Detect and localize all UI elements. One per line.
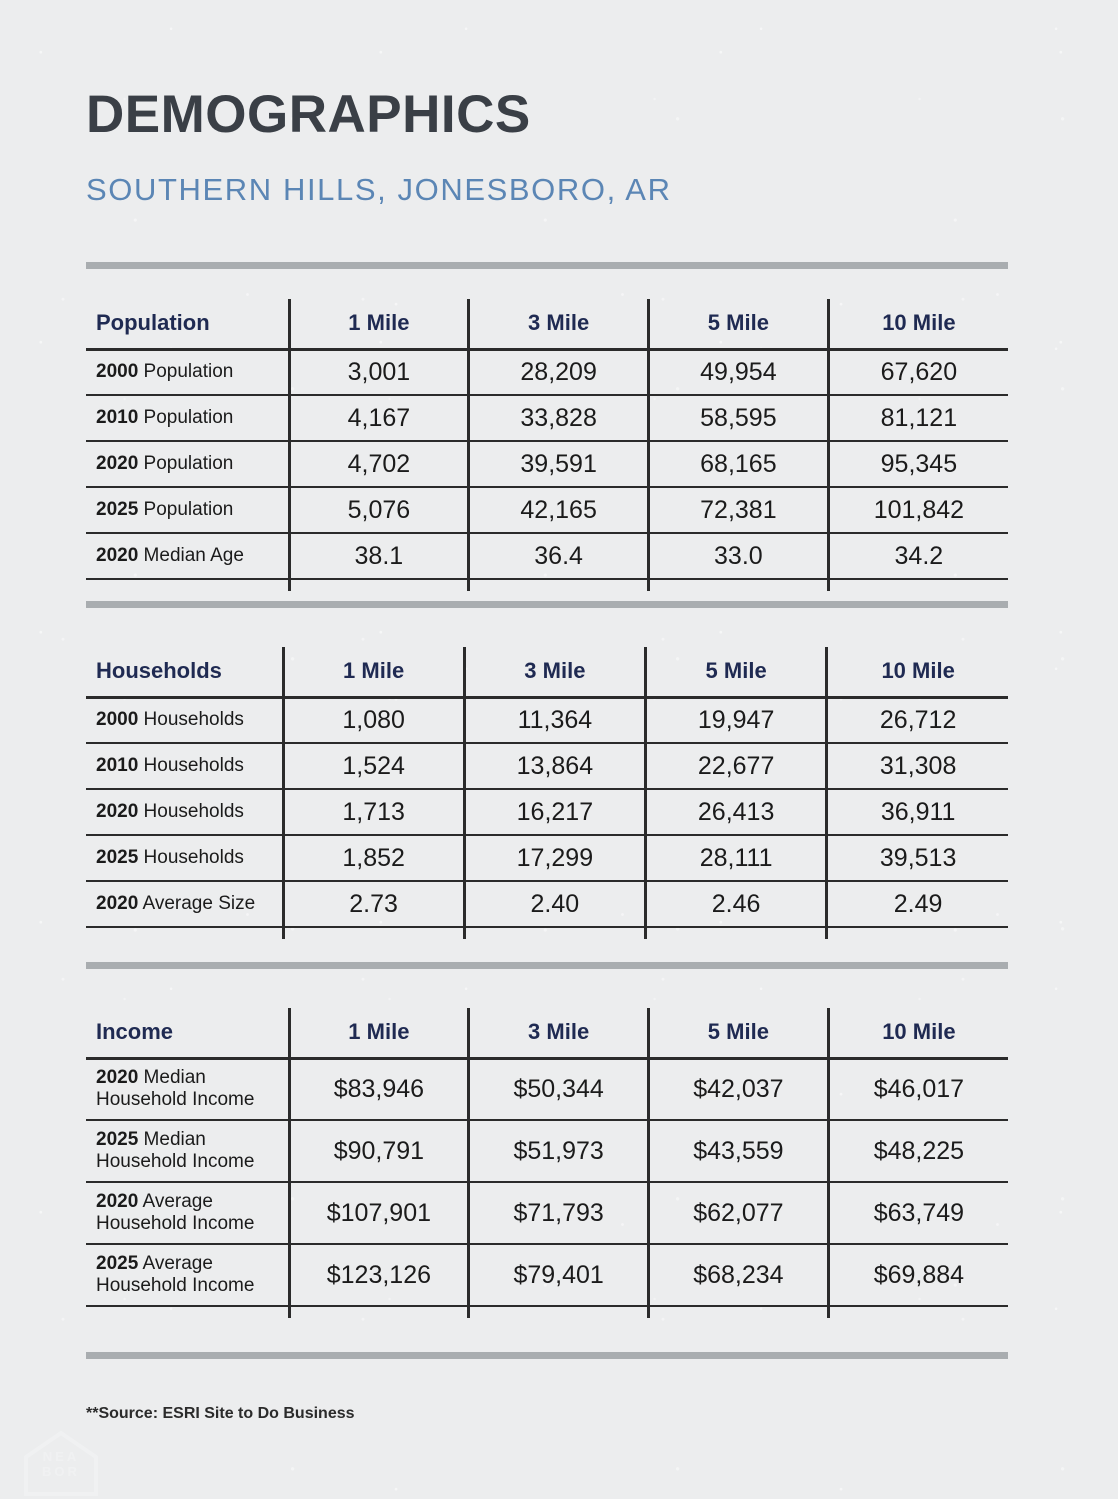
cell-3-mile: 39,591	[469, 441, 649, 487]
column-header-10-mile: 10 Mile	[828, 1008, 1008, 1058]
cell-5-mile: 2.46	[646, 881, 827, 927]
logo-line-1: NEA	[42, 1449, 80, 1464]
table-rule-tail	[86, 927, 1008, 939]
rule-tail-cell	[649, 579, 829, 591]
cell-3-mile: $50,344	[469, 1058, 649, 1120]
cell-10-mile: 81,121	[828, 395, 1008, 441]
cell-1-mile: $90,791	[289, 1120, 469, 1182]
table-row	[86, 487, 1008, 533]
cell-10-mile: 95,345	[828, 441, 1008, 487]
rule-tail-cell	[827, 927, 1008, 939]
table-row	[86, 1244, 1008, 1306]
row-label: 2010 Households	[86, 743, 283, 789]
cell-10-mile: $46,017	[828, 1058, 1008, 1120]
row-label: 2000 Households	[86, 697, 283, 743]
table-row	[86, 835, 1008, 881]
rule-tail-cell	[469, 1306, 649, 1318]
row-label: 2020 Average Household Income	[86, 1182, 289, 1244]
table-row	[86, 697, 1008, 743]
cell-1-mile: 2.73	[283, 881, 464, 927]
row-label: 2020 Median Household Income	[86, 1058, 289, 1120]
page-title: DEMOGRAPHICS	[86, 85, 531, 144]
table-rule-tail	[86, 1306, 1008, 1318]
row-label: 2000 Population	[86, 349, 289, 395]
row-label: 2020 Population	[86, 441, 289, 487]
row-label: 2025 Households	[86, 835, 283, 881]
rule-tail-cell	[646, 927, 827, 939]
source-note: **Source: ESRI Site to Do Business	[86, 1405, 355, 1422]
cell-1-mile: 3,001	[289, 349, 469, 395]
row-label-year: 2025	[96, 846, 139, 868]
row-label: 2025 Population	[86, 487, 289, 533]
row-label-line-2: Household Income	[96, 1213, 255, 1234]
column-header-10-mile: 10 Mile	[827, 647, 1008, 697]
row-label: 2010 Population	[86, 395, 289, 441]
table-row	[86, 441, 1008, 487]
table-row	[86, 881, 1008, 927]
rule-tail-cell	[289, 579, 469, 591]
cell-3-mile: 28,209	[469, 349, 649, 395]
row-label-year: 2025	[96, 1128, 139, 1150]
page-subtitle: SOUTHERN HILLS, JONESBORO, AR	[86, 172, 672, 207]
cell-10-mile: 31,308	[827, 743, 1008, 789]
column-header-5-mile: 5 Mile	[649, 1008, 829, 1058]
logo-line-2: BOR	[42, 1463, 80, 1479]
cell-1-mile: 1,713	[283, 789, 464, 835]
row-label-year: 2020	[96, 452, 139, 474]
cell-5-mile: 33.0	[649, 533, 829, 579]
separator-bar-3	[86, 962, 1008, 969]
households-table-title: Households	[86, 647, 283, 697]
rule-tail-cell	[649, 1306, 829, 1318]
cell-10-mile: 67,620	[828, 349, 1008, 395]
cell-10-mile: 34.2	[828, 533, 1008, 579]
separator-bar-4	[86, 1352, 1008, 1359]
row-label: 2025 Median Household Income	[86, 1120, 289, 1182]
population-table	[86, 299, 1008, 591]
row-label-year: 2020	[96, 1190, 139, 1212]
households-table	[86, 647, 1008, 939]
cell-10-mile: $69,884	[828, 1244, 1008, 1306]
cell-1-mile: 38.1	[289, 533, 469, 579]
cell-5-mile: 26,413	[646, 789, 827, 835]
cell-3-mile: 16,217	[464, 789, 645, 835]
table-row	[86, 1182, 1008, 1244]
column-header-1-mile: 1 Mile	[283, 647, 464, 697]
row-label-year: 2010	[96, 406, 139, 428]
cell-3-mile: 11,364	[464, 697, 645, 743]
cell-5-mile: 58,595	[649, 395, 829, 441]
cell-1-mile: 1,852	[283, 835, 464, 881]
cell-5-mile: 72,381	[649, 487, 829, 533]
rule-tail-cell	[86, 927, 283, 939]
row-label-year: 2020	[96, 1066, 139, 1088]
cell-1-mile: 4,167	[289, 395, 469, 441]
separator-bar-2	[86, 601, 1008, 608]
row-label-year: 2025	[96, 1252, 139, 1274]
table-row	[86, 533, 1008, 579]
cell-3-mile: 2.40	[464, 881, 645, 927]
column-header-1-mile: 1 Mile	[289, 1008, 469, 1058]
separator-bar-1	[86, 262, 1008, 269]
column-header-3-mile: 3 Mile	[464, 647, 645, 697]
row-label-year: 2025	[96, 498, 139, 520]
rule-tail-cell	[86, 1306, 289, 1318]
column-header-3-mile: 3 Mile	[469, 299, 649, 349]
households-table-body	[86, 697, 1008, 939]
income-table-title: Income	[86, 1008, 289, 1058]
population-table-body	[86, 349, 1008, 591]
table-header-row	[86, 647, 1008, 697]
cell-10-mile: $63,749	[828, 1182, 1008, 1244]
row-label-year: 2020	[96, 892, 139, 914]
row-label: 2020 Median Age	[86, 533, 289, 579]
cell-10-mile: $48,225	[828, 1120, 1008, 1182]
cell-5-mile: 19,947	[646, 697, 827, 743]
cell-1-mile: 1,524	[283, 743, 464, 789]
table-row	[86, 395, 1008, 441]
cell-3-mile: 33,828	[469, 395, 649, 441]
row-label-year: 2010	[96, 754, 139, 776]
cell-3-mile: 13,864	[464, 743, 645, 789]
rule-tail-cell	[283, 927, 464, 939]
row-label-year: 2000	[96, 709, 139, 731]
cell-10-mile: 36,911	[827, 789, 1008, 835]
table-rule-tail	[86, 579, 1008, 591]
table-row	[86, 743, 1008, 789]
cell-3-mile: $51,973	[469, 1120, 649, 1182]
row-label: 2025 Average Household Income	[86, 1244, 289, 1306]
cell-3-mile: $79,401	[469, 1244, 649, 1306]
row-label-line-2: Household Income	[96, 1275, 255, 1296]
income-table	[86, 1008, 1008, 1318]
table-header-row	[86, 299, 1008, 349]
cell-10-mile: 39,513	[827, 835, 1008, 881]
row-label: 2020 Households	[86, 789, 283, 835]
table-row	[86, 349, 1008, 395]
rule-tail-cell	[828, 579, 1008, 591]
cell-1-mile: $123,126	[289, 1244, 469, 1306]
rule-tail-cell	[469, 579, 649, 591]
cell-1-mile: 4,702	[289, 441, 469, 487]
cell-5-mile: $62,077	[649, 1182, 829, 1244]
table-header-row	[86, 1008, 1008, 1058]
table-row	[86, 789, 1008, 835]
cell-3-mile: 36.4	[469, 533, 649, 579]
column-header-3-mile: 3 Mile	[469, 1008, 649, 1058]
row-label-year: 2000	[96, 361, 139, 383]
column-header-5-mile: 5 Mile	[649, 299, 829, 349]
row-label: 2020 Average Size	[86, 881, 283, 927]
rule-tail-cell	[289, 1306, 469, 1318]
rule-tail-cell	[828, 1306, 1008, 1318]
population-table-title: Population	[86, 299, 289, 349]
cell-3-mile: $71,793	[469, 1182, 649, 1244]
cell-5-mile: $68,234	[649, 1244, 829, 1306]
nea-bor-watermark-logo	[18, 1428, 104, 1499]
row-label-line-2: Household Income	[96, 1151, 255, 1172]
cell-3-mile: 42,165	[469, 487, 649, 533]
row-label-year: 2020	[96, 800, 139, 822]
cell-5-mile: $43,559	[649, 1120, 829, 1182]
column-header-10-mile: 10 Mile	[828, 299, 1008, 349]
table-row	[86, 1058, 1008, 1120]
rule-tail-cell	[86, 579, 289, 591]
cell-5-mile: 22,677	[646, 743, 827, 789]
cell-10-mile: 26,712	[827, 697, 1008, 743]
rule-tail-cell	[464, 927, 645, 939]
row-label-line-2: Household Income	[96, 1089, 255, 1111]
cell-5-mile: $42,037	[649, 1058, 829, 1120]
income-table-body	[86, 1058, 1008, 1318]
cell-10-mile: 2.49	[827, 881, 1008, 927]
cell-5-mile: 28,111	[646, 835, 827, 881]
cell-1-mile: 1,080	[283, 697, 464, 743]
cell-5-mile: 68,165	[649, 441, 829, 487]
column-header-5-mile: 5 Mile	[646, 647, 827, 697]
table-row	[86, 1120, 1008, 1182]
cell-1-mile: $107,901	[289, 1182, 469, 1244]
cell-1-mile: $83,946	[289, 1058, 469, 1120]
column-header-1-mile: 1 Mile	[289, 299, 469, 349]
cell-5-mile: 49,954	[649, 349, 829, 395]
row-label-year: 2020	[96, 544, 139, 566]
cell-1-mile: 5,076	[289, 487, 469, 533]
cell-3-mile: 17,299	[464, 835, 645, 881]
logo-text	[18, 1450, 104, 1480]
cell-10-mile: 101,842	[828, 487, 1008, 533]
